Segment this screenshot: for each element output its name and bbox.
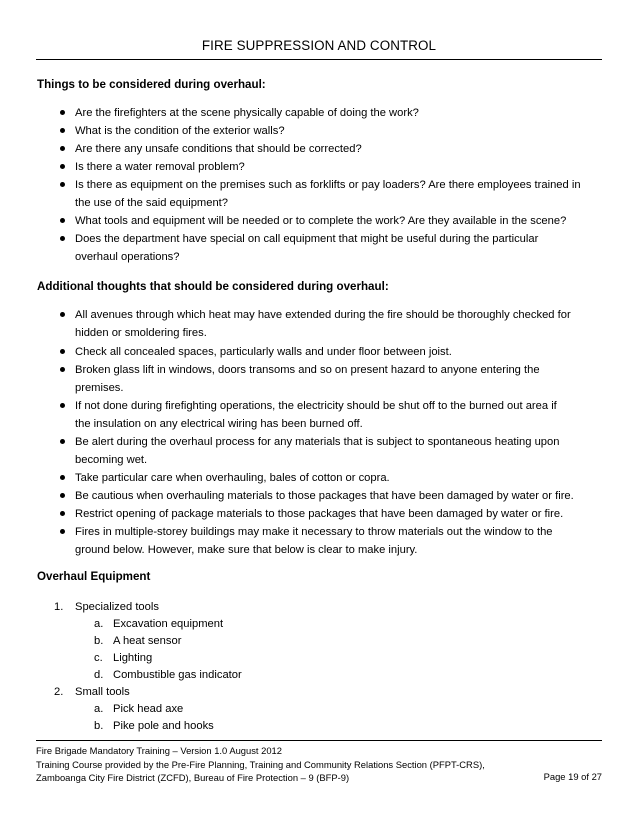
bullet-icon (60, 367, 65, 372)
bullet-icon (60, 146, 65, 151)
bullet-icon (60, 511, 65, 516)
footer-version-line: Fire Brigade Mandatory Training – Version 1.0 August 2012 (36, 745, 282, 756)
bullet-icon (60, 493, 65, 498)
footer-course-line: Training Course provided by the Pre-Fire Planning, Training and Community Relations Section (PFPT-CRS), (36, 758, 485, 770)
footer-rule (36, 740, 602, 741)
bullet-icon (60, 128, 65, 133)
bullet-icon (60, 349, 65, 354)
footer-district-line: Zamboanga City Fire District (ZCFD), Bureau of Fire Protection – 9 (BFP-9) (36, 772, 350, 784)
section-title-additional-thoughts: Additional thoughts that should be considered during overhaul: (37, 280, 389, 293)
header-rule (36, 59, 602, 60)
bullet-icon (60, 110, 65, 115)
section-title-overhaul-equipment: Overhaul Equipment (37, 570, 151, 583)
bullet-icon (60, 312, 65, 317)
section-title-overhaul-considerations: Things to be considered during overhaul: (37, 78, 266, 91)
bullet-icon (60, 182, 65, 187)
page-header-title: FIRE SUPPRESSION AND CONTROL (201, 38, 437, 53)
bullet-icon (60, 475, 65, 480)
bullet-icon (60, 236, 65, 241)
page-footer (36, 744, 602, 785)
bullet-icon (60, 529, 65, 534)
bullet-icon (60, 439, 65, 444)
page-number: Page 19 of 27 (543, 771, 602, 782)
bullet-icon (60, 164, 65, 169)
bullet-icon (60, 218, 65, 223)
bullet-icon (60, 403, 65, 408)
